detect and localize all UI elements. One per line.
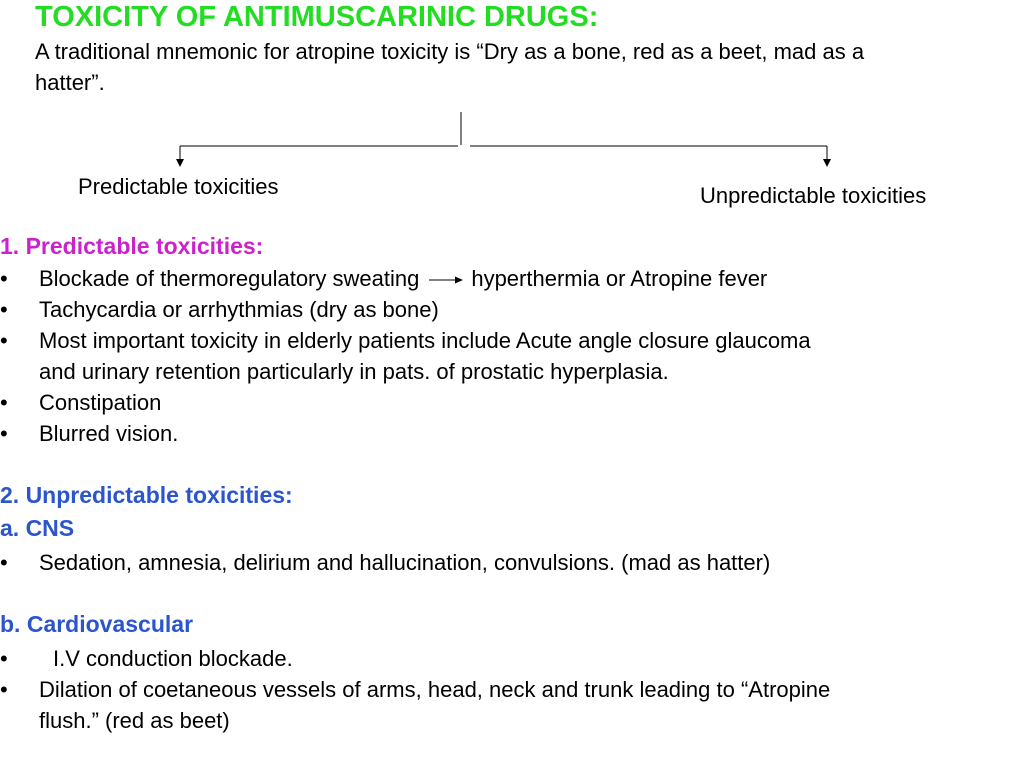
list-item-text: Blurred vision.	[39, 421, 179, 446]
bullet-icon: •	[0, 646, 8, 671]
bullet-icon: •	[0, 266, 8, 291]
list-item-continuation: and urinary retention particularly in pats. of prostatic hyperplasia.	[39, 359, 669, 384]
arrow-down-icon	[823, 159, 831, 167]
list-item-text: Sedation, amnesia, delirium and hallucination, convulsions. (mad as hatter)	[39, 550, 771, 575]
list-item-text: Constipation	[39, 390, 162, 415]
arrow-down-icon	[176, 159, 184, 167]
bullet-icon: •	[0, 550, 8, 575]
intro-text: A traditional mnemonic for atropine toxicity is “Dry as a bone, red as a beet, mad as a hatter”.	[35, 39, 865, 95]
list-item-text: I.V conduction blockade.	[53, 646, 293, 671]
branch-label-unpredictable: Unpredictable toxicities	[700, 183, 927, 208]
bullet-icon: •	[0, 297, 8, 322]
subheading-cns: a. CNS	[0, 515, 75, 541]
slide-title: TOXICITY OF ANTIMUSCARINIC DRUGS:	[35, 1, 599, 33]
list-item-text: Dilation of coetaneous vessels of arms, head, neck and trunk leading to “Atropine	[39, 677, 831, 702]
subheading-cardiovascular: b. Cardiovascular	[0, 611, 194, 637]
branch-label-predictable: Predictable toxicities	[78, 174, 279, 199]
arrow-right-icon	[429, 275, 463, 285]
bullet-icon: •	[0, 328, 8, 353]
bullet-icon: •	[0, 390, 8, 415]
list-item-text: Blockade of thermoregulatory sweating hyperthermia or Atropine fever	[39, 266, 768, 291]
bullet-icon: •	[0, 677, 8, 702]
section-heading-unpredictable: 2. Unpredictable toxicities:	[0, 482, 293, 508]
list-item-text: Most important toxicity in elderly patients include Acute angle closure glaucoma	[39, 328, 811, 353]
section-heading-predictable: 1. Predictable toxicities:	[0, 233, 264, 259]
list-item-continuation: flush.” (red as beet)	[39, 708, 230, 733]
list-item-text: Tachycardia or arrhythmias (dry as bone)	[39, 297, 439, 322]
bullet-icon: •	[0, 421, 8, 446]
